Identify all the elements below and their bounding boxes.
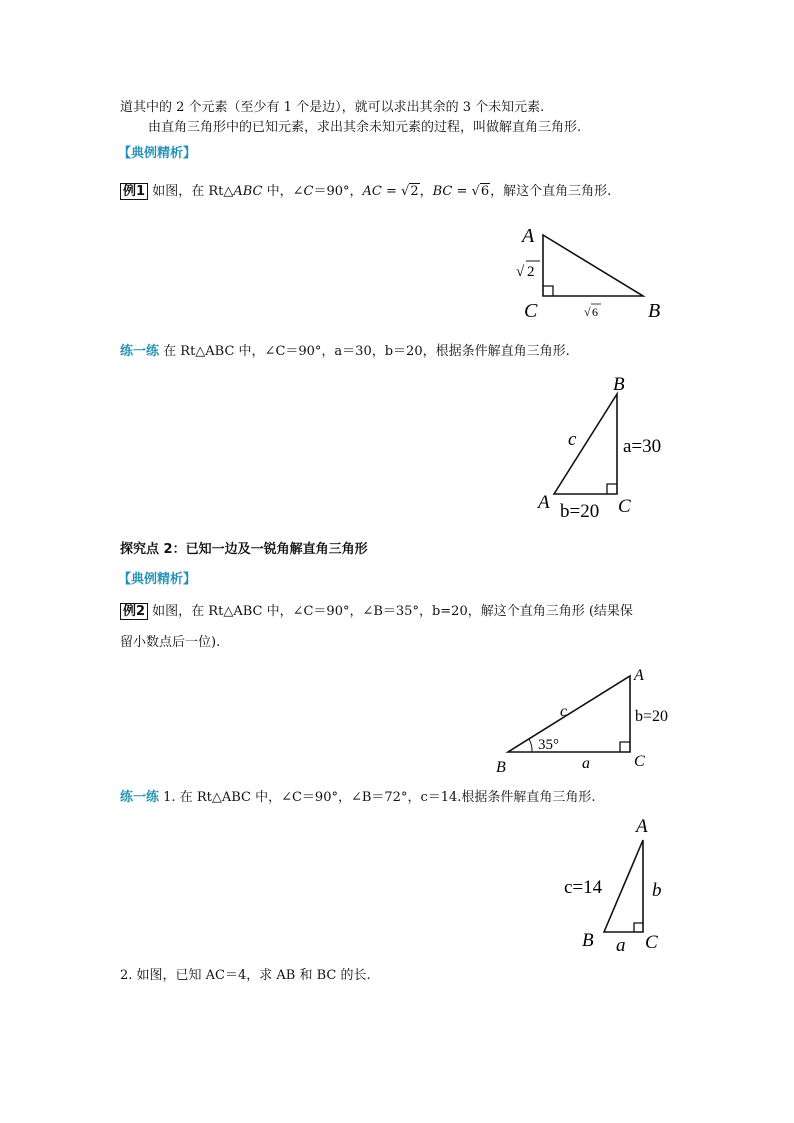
practice-2-label: 练一练: [120, 790, 160, 805]
ex1-text-a: 如图，在 Rt△: [152, 184, 234, 199]
fig2-side-a: a=30: [623, 436, 662, 457]
fig3-angle-arc: [529, 739, 532, 752]
fig2-label-b: B: [613, 374, 625, 395]
example-1-text: [120, 183, 611, 201]
fig2-side-b: b=20: [560, 501, 600, 520]
practice-1-text: [120, 343, 570, 361]
ex1-comma: ，: [419, 184, 433, 199]
fig4-label-b: B: [582, 930, 594, 951]
fig3-triangle-shape: [508, 676, 630, 752]
figure-4-triangle: [560, 810, 680, 960]
fig1-right-angle-mark: [543, 286, 553, 296]
fig3-label-b: B: [496, 759, 506, 776]
fig4-label-c: C: [645, 932, 658, 953]
point-2-heading: 探究点 2：已知一边及一锐角解直角三角形: [120, 542, 368, 557]
fig2-right-angle-mark: [607, 484, 617, 494]
fig4-side-c: c=14: [564, 877, 603, 898]
example-2-text: [120, 603, 633, 621]
fig3-label-a: A: [634, 667, 644, 684]
fig2-label-c: C: [618, 496, 631, 517]
ex1-text-c: ＝90°，: [313, 184, 363, 199]
practice-1-body: 在 Rt△ABC 中，∠C＝90°，a＝30，b＝20，根据条件解直角三角形.: [159, 344, 570, 359]
ex1-ac: AC: [362, 184, 382, 199]
question-2-text: 2. 如图，已知 AC＝4，求 AB 和 BC 的长.: [120, 968, 371, 983]
fig1-label-b: B: [648, 300, 661, 322]
fig1-triangle-shape: [543, 235, 643, 296]
ex1-bc: BC: [432, 184, 453, 199]
ex1-eq1: =: [381, 184, 402, 199]
sqrt-2: √2: [401, 184, 419, 199]
fig4-side-b: b: [652, 880, 662, 901]
example-2-text-2: 留小数点后一位).: [120, 635, 221, 650]
fig4-triangle-shape: [604, 840, 643, 932]
fig1-sqrt-sign-6: √: [584, 305, 591, 319]
fig1-sqrt-sign: √: [516, 264, 525, 280]
fig2-label-a: A: [538, 492, 550, 513]
sqrt-6: √6: [471, 184, 490, 199]
intro-line-1: 道其中的 2 个元素（至少有 1 个是边），就可以求出其余的 3 个未知元素.: [120, 100, 545, 115]
fig1-label-c: C: [524, 300, 538, 322]
fig2-side-c: c: [568, 429, 577, 450]
ex1-c: C: [303, 184, 314, 199]
fig3-angle-label: 35°: [538, 737, 559, 753]
fig3-side-b: b=20: [635, 708, 669, 725]
ex1-text-b: 中，∠: [262, 184, 304, 199]
example-2-body-1: 如图，在 Rt△ABC 中，∠C＝90°，∠B＝35°，b=20，解这个直角三角形 (结果保: [148, 604, 633, 619]
example-1-label: 例1: [120, 183, 148, 200]
fig1-side-ac: 2: [527, 264, 535, 280]
figure-2-triangle: [530, 370, 680, 520]
figure-3-triangle: [490, 660, 690, 780]
ex1-abc: ABC: [233, 184, 263, 199]
ex1-text-d: ，解这个直角三角形.: [490, 184, 612, 199]
fig4-side-a: a: [616, 935, 626, 956]
intro-line-2: 由直角三角形中的已知元素，求出其余未知元素的过程，叫做解直角三角形.: [148, 120, 582, 135]
fig1-label-a: A: [522, 225, 535, 247]
practice-2-text: [120, 789, 596, 807]
fig3-side-c: c: [560, 703, 568, 720]
fig2-triangle-shape: [554, 394, 617, 494]
practice-1-label: 练一练: [120, 344, 160, 359]
fig4-label-a: A: [636, 816, 648, 837]
fig4-right-angle-mark: [634, 923, 643, 932]
practice-2-body: 1. 在 Rt△ABC 中，∠C＝90°，∠B＝72°，c＝14.根据条件解直角三角形.: [159, 790, 596, 805]
fig1-side-bc: 6: [592, 305, 598, 319]
section-title-2: 【典例精析】: [118, 572, 197, 587]
section-title-1: 【典例精析】: [118, 146, 197, 161]
figure-1-triangle: [500, 215, 680, 330]
example-2-label: 例2: [120, 603, 148, 620]
fig3-side-a: a: [582, 755, 590, 772]
fig3-label-c: C: [634, 753, 645, 770]
ex1-eq2: =: [452, 184, 472, 199]
fig3-right-angle-mark: [620, 742, 630, 752]
